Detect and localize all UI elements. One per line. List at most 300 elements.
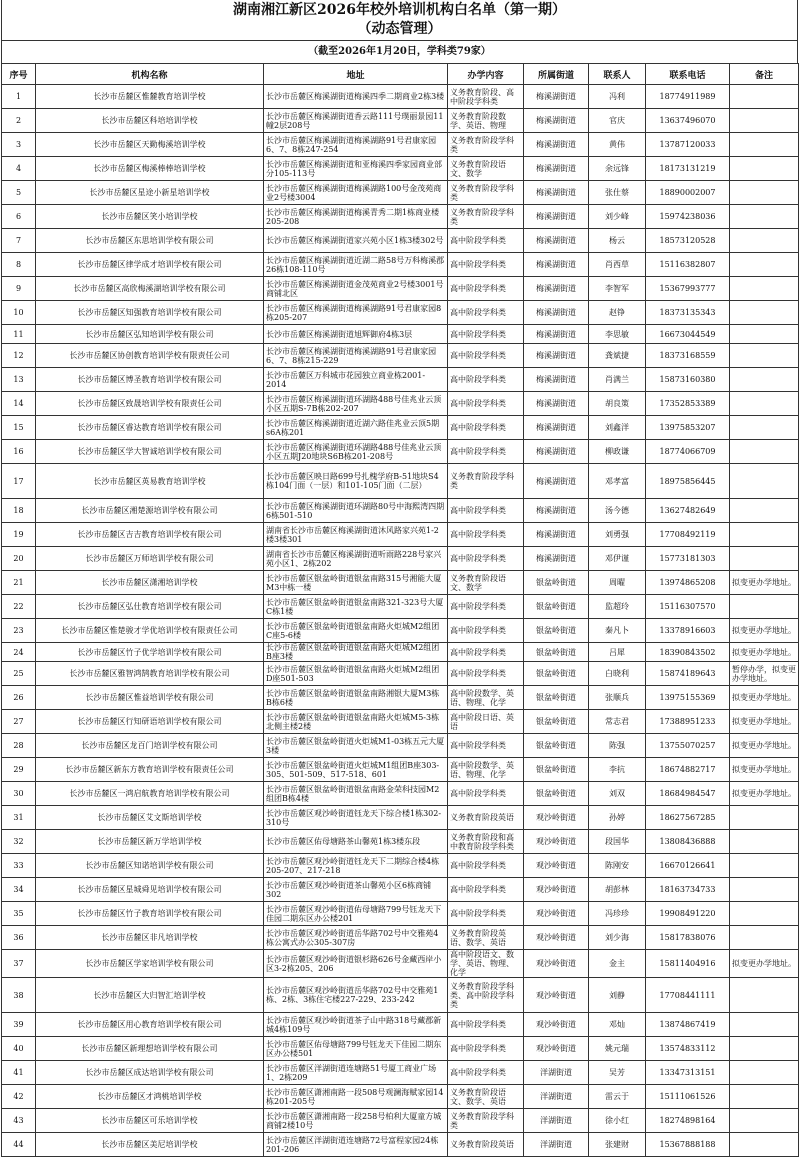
cell-phone: 18975856445 <box>646 464 730 499</box>
cell-address: 长沙市岳麓区银盆岭街道银盆南路火炬城M2组团C座5-6楼 <box>264 619 448 643</box>
cell-note <box>730 344 799 368</box>
cell-note: 拟变更办学地址。 <box>730 734 799 758</box>
cell-no: 42 <box>2 1085 36 1109</box>
table-row <box>2 464 799 499</box>
cell-no: 3 <box>2 133 36 157</box>
cell-contact: 刘少海 <box>589 926 646 950</box>
cell-address: 长沙市岳麓区佑母塘路茶山馨苑1栋3楼东段 <box>264 830 448 854</box>
table-row <box>2 782 799 806</box>
cell-note <box>730 854 799 878</box>
cell-contact: 汤今德 <box>589 499 646 523</box>
cell-address: 长沙市岳麓区银盆岭街道银盆南路火炬城M2组团D座501-503 <box>264 662 448 686</box>
cell-contact: 李抗 <box>589 758 646 782</box>
cell-name: 长沙市岳麓区梅溪棒棒培训学校 <box>36 157 264 181</box>
cell-name: 长沙市岳麓区惟麓教育培训学校 <box>36 85 264 109</box>
cell-no: 5 <box>2 181 36 205</box>
cell-address: 长沙市岳麓区梅溪湖街道梅溪四季二期商业2栋3楼 <box>264 85 448 109</box>
cell-note <box>730 253 799 277</box>
cell-contact: 李智军 <box>589 277 646 301</box>
cell-content: 义务教育阶段英语 <box>448 1133 524 1157</box>
cell-name: 长沙市岳麓区惟益培训学校有限公司 <box>36 686 264 710</box>
cell-address: 长沙市岳麓区观沙岭街道钰龙天下二期综合楼4栋205-207、217-218 <box>264 854 448 878</box>
cell-address: 长沙市岳麓区观沙岭街道钰龙天下综合楼1栋302-310号 <box>264 806 448 830</box>
cell-address: 长沙市岳麓区银盆岭街道银盆南路火炬城M5-3栋北侧主楼2楼 <box>264 710 448 734</box>
cell-no: 23 <box>2 619 36 643</box>
cell-phone: 18674882717 <box>646 758 730 782</box>
cell-contact: 刘静 <box>589 978 646 1013</box>
cell-note <box>730 1061 799 1085</box>
cell-phone: 13347313151 <box>646 1061 730 1085</box>
cell-note <box>730 806 799 830</box>
cell-name: 长沙市岳麓区用心教育培训学校有限公司 <box>36 1013 264 1037</box>
cell-no: 10 <box>2 301 36 325</box>
cell-note: 拟变更办学地址。 <box>730 782 799 806</box>
cell-no: 19 <box>2 523 36 547</box>
cell-address: 长沙市岳麓区洋湖街道连塘路51号厦工商业广场1、2栋209 <box>264 1061 448 1085</box>
cell-note <box>730 325 799 344</box>
cell-contact: 吕犀 <box>589 643 646 662</box>
table-row <box>2 1133 799 1157</box>
table-row <box>2 662 799 686</box>
cell-phone: 15974238036 <box>646 205 730 229</box>
cell-phone: 18390843502 <box>646 643 730 662</box>
cell-content: 高中阶段学科类 <box>448 595 524 619</box>
table-row <box>2 109 799 133</box>
table-row <box>2 571 799 595</box>
cell-content: 义务教育阶段语文、数学、英语 <box>448 1085 524 1109</box>
cell-street: 观沙岭街道 <box>524 1013 589 1037</box>
cell-no: 21 <box>2 571 36 595</box>
table-row <box>2 157 799 181</box>
table-header-row <box>2 64 799 85</box>
cell-content: 高中阶段数学、英语、物理、化学 <box>448 686 524 710</box>
table-row <box>2 344 799 368</box>
table-row <box>2 499 799 523</box>
cell-note: 拟变更办学地址。 <box>730 619 799 643</box>
cell-content: 义务教育阶段学科类 <box>448 1109 524 1133</box>
cell-contact: 刘双 <box>589 782 646 806</box>
cell-content: 高中阶段学科类 <box>448 368 524 392</box>
table-row <box>2 181 799 205</box>
table-row <box>2 301 799 325</box>
cell-phone: 18774066709 <box>646 440 730 464</box>
cell-contact: 姚元瑞 <box>589 1037 646 1061</box>
table-row <box>2 734 799 758</box>
cell-no: 28 <box>2 734 36 758</box>
cell-address: 长沙市岳麓区梅溪湖街道近湖六路佳兆业云顶5期s6A栋201 <box>264 416 448 440</box>
cell-address: 长沙市岳麓区梅溪湖街道梅溪湖路91号君康家园6、7、8栋215-229 <box>264 344 448 368</box>
table-row <box>2 368 799 392</box>
cell-name: 长沙市岳麓区一鸿启航教育培训学校有限公司 <box>36 782 264 806</box>
cell-address: 长沙市岳麓区梅溪湖街道梅溪湖路100号金茂苑商业2号楼3004 <box>264 181 448 205</box>
cell-street: 观沙岭街道 <box>524 950 589 978</box>
cell-name: 长沙市岳麓区大归智汇培训学校 <box>36 978 264 1013</box>
cell-street: 梅溪湖街道 <box>524 392 589 416</box>
col-header-content: 办学内容 <box>448 64 524 85</box>
cell-contact: 刘勇强 <box>589 523 646 547</box>
cell-street: 梅溪湖街道 <box>524 253 589 277</box>
cell-address: 长沙市岳麓区银盆岭街道银盆南路315号湘能大厦M3中栋一楼 <box>264 571 448 595</box>
cell-street: 银盆岭街道 <box>524 595 589 619</box>
cell-phone: 13975853207 <box>646 416 730 440</box>
cell-note <box>730 547 799 571</box>
cell-street: 观沙岭街道 <box>524 830 589 854</box>
cell-contact: 吴芳 <box>589 1061 646 1085</box>
cell-phone: 18573120528 <box>646 229 730 253</box>
cell-no: 44 <box>2 1133 36 1157</box>
cell-name: 长沙市岳麓区艾文斯培训学校 <box>36 806 264 830</box>
cell-street: 梅溪湖街道 <box>524 523 589 547</box>
cell-address: 长沙市岳麓区梅溪湖街道金茂苑商业2号楼3001号商铺北区 <box>264 277 448 301</box>
cell-phone: 17388951233 <box>646 710 730 734</box>
cell-phone: 17708441111 <box>646 978 730 1013</box>
cell-content: 高中阶段日语、英语 <box>448 710 524 734</box>
cell-name: 长沙市岳麓区致晟培训学校有限责任公司 <box>36 392 264 416</box>
cell-no: 36 <box>2 926 36 950</box>
cell-note <box>730 1037 799 1061</box>
cell-note: 拟变更办学地址。 <box>730 710 799 734</box>
cell-phone: 18373168559 <box>646 344 730 368</box>
cell-note <box>730 205 799 229</box>
cell-no: 22 <box>2 595 36 619</box>
cell-street: 梅溪湖街道 <box>524 416 589 440</box>
cell-street: 观沙岭街道 <box>524 878 589 902</box>
cell-street: 银盆岭街道 <box>524 710 589 734</box>
cell-address: 长沙市岳麓区佑母塘路799号钰龙天下佳园二期东区办公楼501 <box>264 1037 448 1061</box>
cell-phone: 13974865208 <box>646 571 730 595</box>
cell-phone: 13378916603 <box>646 619 730 643</box>
cell-note <box>730 109 799 133</box>
cell-name: 长沙市岳麓区雅智鸿鹄教育培训学校有限公司 <box>36 662 264 686</box>
page-title: 湖南湘江新区2026年校外培训机构白名单（第一期） <box>233 2 566 18</box>
cell-content: 高中阶段学科类 <box>448 523 524 547</box>
cell-note <box>730 157 799 181</box>
cell-address: 长沙市岳麓区梅溪湖街道梅溪湖路91号君康家园8栋205-207 <box>264 301 448 325</box>
cell-note: 拟变更办学地址。 <box>730 571 799 595</box>
cell-name: 长沙市岳麓区竹子教育培训学校有限公司 <box>36 902 264 926</box>
cell-contact: 邓孝富 <box>589 464 646 499</box>
cell-no: 25 <box>2 662 36 686</box>
cell-address: 长沙市岳麓区潇湘南路一段508号观澜海赋家园14栋201-205号 <box>264 1085 448 1109</box>
cell-name: 长沙市岳麓区弘仕教育培训学校有限公司 <box>36 595 264 619</box>
cell-no: 16 <box>2 440 36 464</box>
cell-name: 长沙市岳麓区笑小培训学校 <box>36 205 264 229</box>
cell-note: 拟变更办学地址。 <box>730 686 799 710</box>
cell-street: 梅溪湖街道 <box>524 181 589 205</box>
cell-no: 24 <box>2 643 36 662</box>
cell-no: 27 <box>2 710 36 734</box>
cell-address: 长沙市岳麓区观沙岭街道佑母塘路799号钰龙天下佳园二期东区办公楼201 <box>264 902 448 926</box>
table-row <box>2 205 799 229</box>
cell-note <box>730 464 799 499</box>
cell-note <box>730 1013 799 1037</box>
cell-note <box>730 523 799 547</box>
cell-street: 洋湖街道 <box>524 1109 589 1133</box>
as-of-note: （截至2026年1月20日，学科类79家） <box>1 40 798 63</box>
cell-contact: 黄伟 <box>589 133 646 157</box>
cell-phone: 13874867419 <box>646 1013 730 1037</box>
cell-content: 义务教育阶段学科类 <box>448 205 524 229</box>
table-row <box>2 523 799 547</box>
cell-phone: 19908491220 <box>646 902 730 926</box>
cell-contact: 胡彭林 <box>589 878 646 902</box>
table-row <box>2 902 799 926</box>
cell-address: 长沙市岳麓区梅溪湖街道香云路111号璞丽景园11幢2层208号 <box>264 109 448 133</box>
cell-no: 9 <box>2 277 36 301</box>
cell-no: 38 <box>2 978 36 1013</box>
cell-contact: 雷云于 <box>589 1085 646 1109</box>
cell-content: 高中阶段学科类 <box>448 1061 524 1085</box>
cell-content: 高中阶段学科类 <box>448 253 524 277</box>
col-header-no: 序号 <box>2 64 36 85</box>
cell-address: 长沙市岳麓区梅溪湖街道家兴苑小区1栋3楼302号 <box>264 229 448 253</box>
cell-note <box>730 392 799 416</box>
cell-phone: 18373135343 <box>646 301 730 325</box>
cell-content: 高中阶段学科类 <box>448 344 524 368</box>
cell-note <box>730 830 799 854</box>
cell-no: 6 <box>2 205 36 229</box>
cell-address: 长沙市岳麓区梅溪湖街道近湖二路58号万科梅溪郡26栋108-110号 <box>264 253 448 277</box>
table-row <box>2 440 799 464</box>
cell-name: 长沙市岳麓区学大智诚培训学校有限公司 <box>36 440 264 464</box>
cell-note <box>730 978 799 1013</box>
cell-street: 梅溪湖街道 <box>524 133 589 157</box>
cell-street: 梅溪湖街道 <box>524 85 589 109</box>
cell-address: 长沙市岳麓区梅溪湖街道旭辉御府4栋3层 <box>264 325 448 344</box>
table-row <box>2 950 799 978</box>
cell-address: 长沙市岳麓区银盆岭街道火炬城M1组团B座303-305、501-509、517-518、601 <box>264 758 448 782</box>
cell-name: 长沙市岳麓区万师培训学校有限公司 <box>36 547 264 571</box>
cell-address: 长沙市岳麓区万科城市花园独立商业栋2001-2014 <box>264 368 448 392</box>
cell-note <box>730 902 799 926</box>
cell-no: 11 <box>2 325 36 344</box>
cell-street: 银盆岭街道 <box>524 782 589 806</box>
cell-contact: 张仕蔡 <box>589 181 646 205</box>
cell-no: 7 <box>2 229 36 253</box>
cell-phone: 15367993777 <box>646 277 730 301</box>
cell-contact: 金主 <box>589 950 646 978</box>
cell-no: 29 <box>2 758 36 782</box>
cell-contact: 柳政谦 <box>589 440 646 464</box>
cell-phone: 13755070257 <box>646 734 730 758</box>
cell-contact: 监超玲 <box>589 595 646 619</box>
cell-contact: 邓伊谨 <box>589 547 646 571</box>
cell-street: 观沙岭街道 <box>524 806 589 830</box>
cell-content: 义务教育阶段英语、数学、英语 <box>448 926 524 950</box>
cell-phone: 15116307570 <box>646 595 730 619</box>
cell-address: 长沙市岳麓区梅溪湖街道环湖路80号中海熙湾四期6栋501-510 <box>264 499 448 523</box>
col-header-note: 备注 <box>730 64 799 85</box>
cell-no: 17 <box>2 464 36 499</box>
cell-no: 37 <box>2 950 36 978</box>
cell-street: 梅溪湖街道 <box>524 464 589 499</box>
cell-name: 长沙市岳麓区竹子优学培训学校有限公司 <box>36 643 264 662</box>
cell-address: 长沙市岳麓区观沙岭街道茶山馨苑小区6栋商铺302 <box>264 878 448 902</box>
cell-contact: 段国华 <box>589 830 646 854</box>
cell-contact: 常志君 <box>589 710 646 734</box>
cell-content: 高中阶段学科类 <box>448 325 524 344</box>
cell-note <box>730 416 799 440</box>
cell-note: 暂停办学，拟变更办学地址。 <box>730 662 799 686</box>
cell-name: 长沙市岳麓区潇湘培训学校 <box>36 571 264 595</box>
cell-address: 长沙市岳麓区梅溪湖街道梅溪青秀二期1栋商业楼205-208 <box>264 205 448 229</box>
cell-no: 26 <box>2 686 36 710</box>
cell-no: 33 <box>2 854 36 878</box>
cell-address: 长沙市岳麓区银盆岭街道银盆南路321-323号大厦C栋1楼 <box>264 595 448 619</box>
cell-no: 35 <box>2 902 36 926</box>
cell-street: 梅溪湖街道 <box>524 325 589 344</box>
cell-address: 长沙市岳麓区映日路699号扎槐学府B-51地块S4栋104门面（一层）和101-105门面（二层） <box>264 464 448 499</box>
cell-contact: 冯珍珍 <box>589 902 646 926</box>
cell-phone: 15111061526 <box>646 1085 730 1109</box>
cell-contact: 张建财 <box>589 1133 646 1157</box>
page-subtitle: （动态管理） <box>357 21 442 37</box>
cell-no: 14 <box>2 392 36 416</box>
cell-content: 高中阶段学科类 <box>448 301 524 325</box>
cell-name: 长沙市岳麓区吉吉教育培训学校有限公司 <box>36 523 264 547</box>
cell-contact: 肖满兰 <box>589 368 646 392</box>
cell-no: 15 <box>2 416 36 440</box>
table-row <box>2 710 799 734</box>
cell-content: 高中阶段学科类 <box>448 619 524 643</box>
cell-address: 长沙市岳麓区梅溪湖街道梅溪湖路91号君康家园6、7、8栋247-254 <box>264 133 448 157</box>
cell-street: 梅溪湖街道 <box>524 344 589 368</box>
cell-street: 梅溪湖街道 <box>524 301 589 325</box>
cell-phone: 16670126641 <box>646 854 730 878</box>
cell-content: 义务教育阶段语文、数学 <box>448 571 524 595</box>
col-header-phone: 联系电话 <box>646 64 730 85</box>
cell-no: 13 <box>2 368 36 392</box>
table-row <box>2 253 799 277</box>
cell-contact: 余远锋 <box>589 157 646 181</box>
cell-street: 梅溪湖街道 <box>524 157 589 181</box>
cell-note <box>730 499 799 523</box>
cell-street: 梅溪湖街道 <box>524 205 589 229</box>
cell-contact: 陈强 <box>589 734 646 758</box>
cell-contact: 张顺兵 <box>589 686 646 710</box>
cell-name: 长沙市岳麓区弘知培训学校有限公司 <box>36 325 264 344</box>
cell-street: 银盆岭街道 <box>524 619 589 643</box>
table-row <box>2 1013 799 1037</box>
table-row <box>2 978 799 1013</box>
cell-no: 32 <box>2 830 36 854</box>
cell-content: 高中阶段学科类 <box>448 547 524 571</box>
cell-name: 长沙市岳麓区科培培训学校 <box>36 109 264 133</box>
table-row <box>2 806 799 830</box>
cell-contact: 邓灿 <box>589 1013 646 1037</box>
title-block <box>1 0 798 40</box>
cell-name: 长沙市岳麓区知强教育培训学校有限公司 <box>36 301 264 325</box>
cell-phone: 15874189643 <box>646 662 730 686</box>
cell-address: 长沙市岳麓区银盆岭街道银盆南路湘银大厦M3栋B栋6楼 <box>264 686 448 710</box>
cell-no: 20 <box>2 547 36 571</box>
cell-address: 长沙市岳麓区观沙岭街道岳华路702号中交雅苑1栋、2栋、3栋住宅楼227-229、233-242 <box>264 978 448 1013</box>
cell-address: 长沙市岳麓区潇湘南路一段258号柏利大厦童方城商铺2楼10号 <box>264 1109 448 1133</box>
cell-content: 高中阶段学科类 <box>448 440 524 464</box>
cell-content: 高中阶段学科类 <box>448 1037 524 1061</box>
cell-note: 拟变更办学地址。 <box>730 643 799 662</box>
table-row <box>2 926 799 950</box>
cell-name: 长沙市岳麓区美尼培训学校 <box>36 1133 264 1157</box>
table-row <box>2 1061 799 1085</box>
table-row <box>2 325 799 344</box>
cell-note <box>730 440 799 464</box>
cell-street: 梅溪湖街道 <box>524 277 589 301</box>
cell-name: 长沙市岳麓区湘楚源培训学校有限公司 <box>36 499 264 523</box>
cell-phone: 15873160380 <box>646 368 730 392</box>
table-row <box>2 85 799 109</box>
cell-contact: 周曜 <box>589 571 646 595</box>
cell-street: 梅溪湖街道 <box>524 368 589 392</box>
cell-street: 银盆岭街道 <box>524 758 589 782</box>
cell-name: 长沙市岳麓区可乐培训学校 <box>36 1109 264 1133</box>
cell-street: 洋湖街道 <box>524 1061 589 1085</box>
cell-note <box>730 277 799 301</box>
cell-street: 梅溪湖街道 <box>524 109 589 133</box>
cell-note <box>730 133 799 157</box>
cell-no: 8 <box>2 253 36 277</box>
cell-note <box>730 1085 799 1109</box>
table-row <box>2 595 799 619</box>
cell-address: 长沙市岳麓区梅溪湖街道和亚梅溪四季家园商业部分105-113号 <box>264 157 448 181</box>
cell-phone: 18627567285 <box>646 806 730 830</box>
cell-note <box>730 595 799 619</box>
cell-content: 高中阶段学科类 <box>448 499 524 523</box>
cell-street: 银盆岭街道 <box>524 643 589 662</box>
cell-content: 高中阶段学科类 <box>448 878 524 902</box>
cell-content: 高中阶段学科类 <box>448 643 524 662</box>
cell-name: 长沙市岳麓区星途小新星培训学校 <box>36 181 264 205</box>
cell-name: 长沙市岳麓区新理想培训学校有限公司 <box>36 1037 264 1061</box>
cell-phone: 17708492119 <box>646 523 730 547</box>
cell-no: 1 <box>2 85 36 109</box>
cell-note <box>730 181 799 205</box>
cell-address: 长沙市岳麓区观沙岭街道茶子山中路318号藏郡新城4栋109号 <box>264 1013 448 1037</box>
cell-phone: 15116382807 <box>646 253 730 277</box>
whitelist-table <box>1 63 799 1157</box>
table-row <box>2 619 799 643</box>
cell-content: 高中阶段数学、英语、物理、化学 <box>448 758 524 782</box>
cell-phone: 17352853389 <box>646 392 730 416</box>
cell-phone: 16673044549 <box>646 325 730 344</box>
cell-name: 长沙市岳麓区非凡培训学校 <box>36 926 264 950</box>
cell-content: 义务教育阶段英语 <box>448 806 524 830</box>
cell-content: 高中阶段学科类 <box>448 734 524 758</box>
cell-note <box>730 1109 799 1133</box>
cell-note: 拟变更办学地址。 <box>730 758 799 782</box>
cell-name: 长沙市岳麓区律学成才培训学校有限公司 <box>36 253 264 277</box>
cell-phone: 18684984547 <box>646 782 730 806</box>
cell-address: 长沙市岳麓区银盆岭街道银盆南路金荣科技园M2组团B栋4楼 <box>264 782 448 806</box>
cell-street: 观沙岭街道 <box>524 1037 589 1061</box>
table-row <box>2 758 799 782</box>
cell-street: 梅溪湖街道 <box>524 440 589 464</box>
cell-contact: 刘少峰 <box>589 205 646 229</box>
cell-name: 长沙市岳麓区东思培训学校有限公司 <box>36 229 264 253</box>
cell-street: 银盆岭街道 <box>524 686 589 710</box>
cell-name: 长沙市岳麓区新万学培训学校 <box>36 830 264 854</box>
cell-name: 长沙市岳麓区学家培训学校有限公司 <box>36 950 264 978</box>
table-row <box>2 229 799 253</box>
cell-content: 高中阶段学科类 <box>448 416 524 440</box>
cell-name: 长沙市岳麓区新东方教育培训学校有限责任公司 <box>36 758 264 782</box>
cell-street: 洋湖街道 <box>524 1085 589 1109</box>
cell-no: 39 <box>2 1013 36 1037</box>
cell-content: 高中阶段语文、数学、英语、物理、化学 <box>448 950 524 978</box>
table-row <box>2 878 799 902</box>
cell-street: 银盆岭街道 <box>524 662 589 686</box>
cell-street: 洋湖街道 <box>524 1133 589 1157</box>
